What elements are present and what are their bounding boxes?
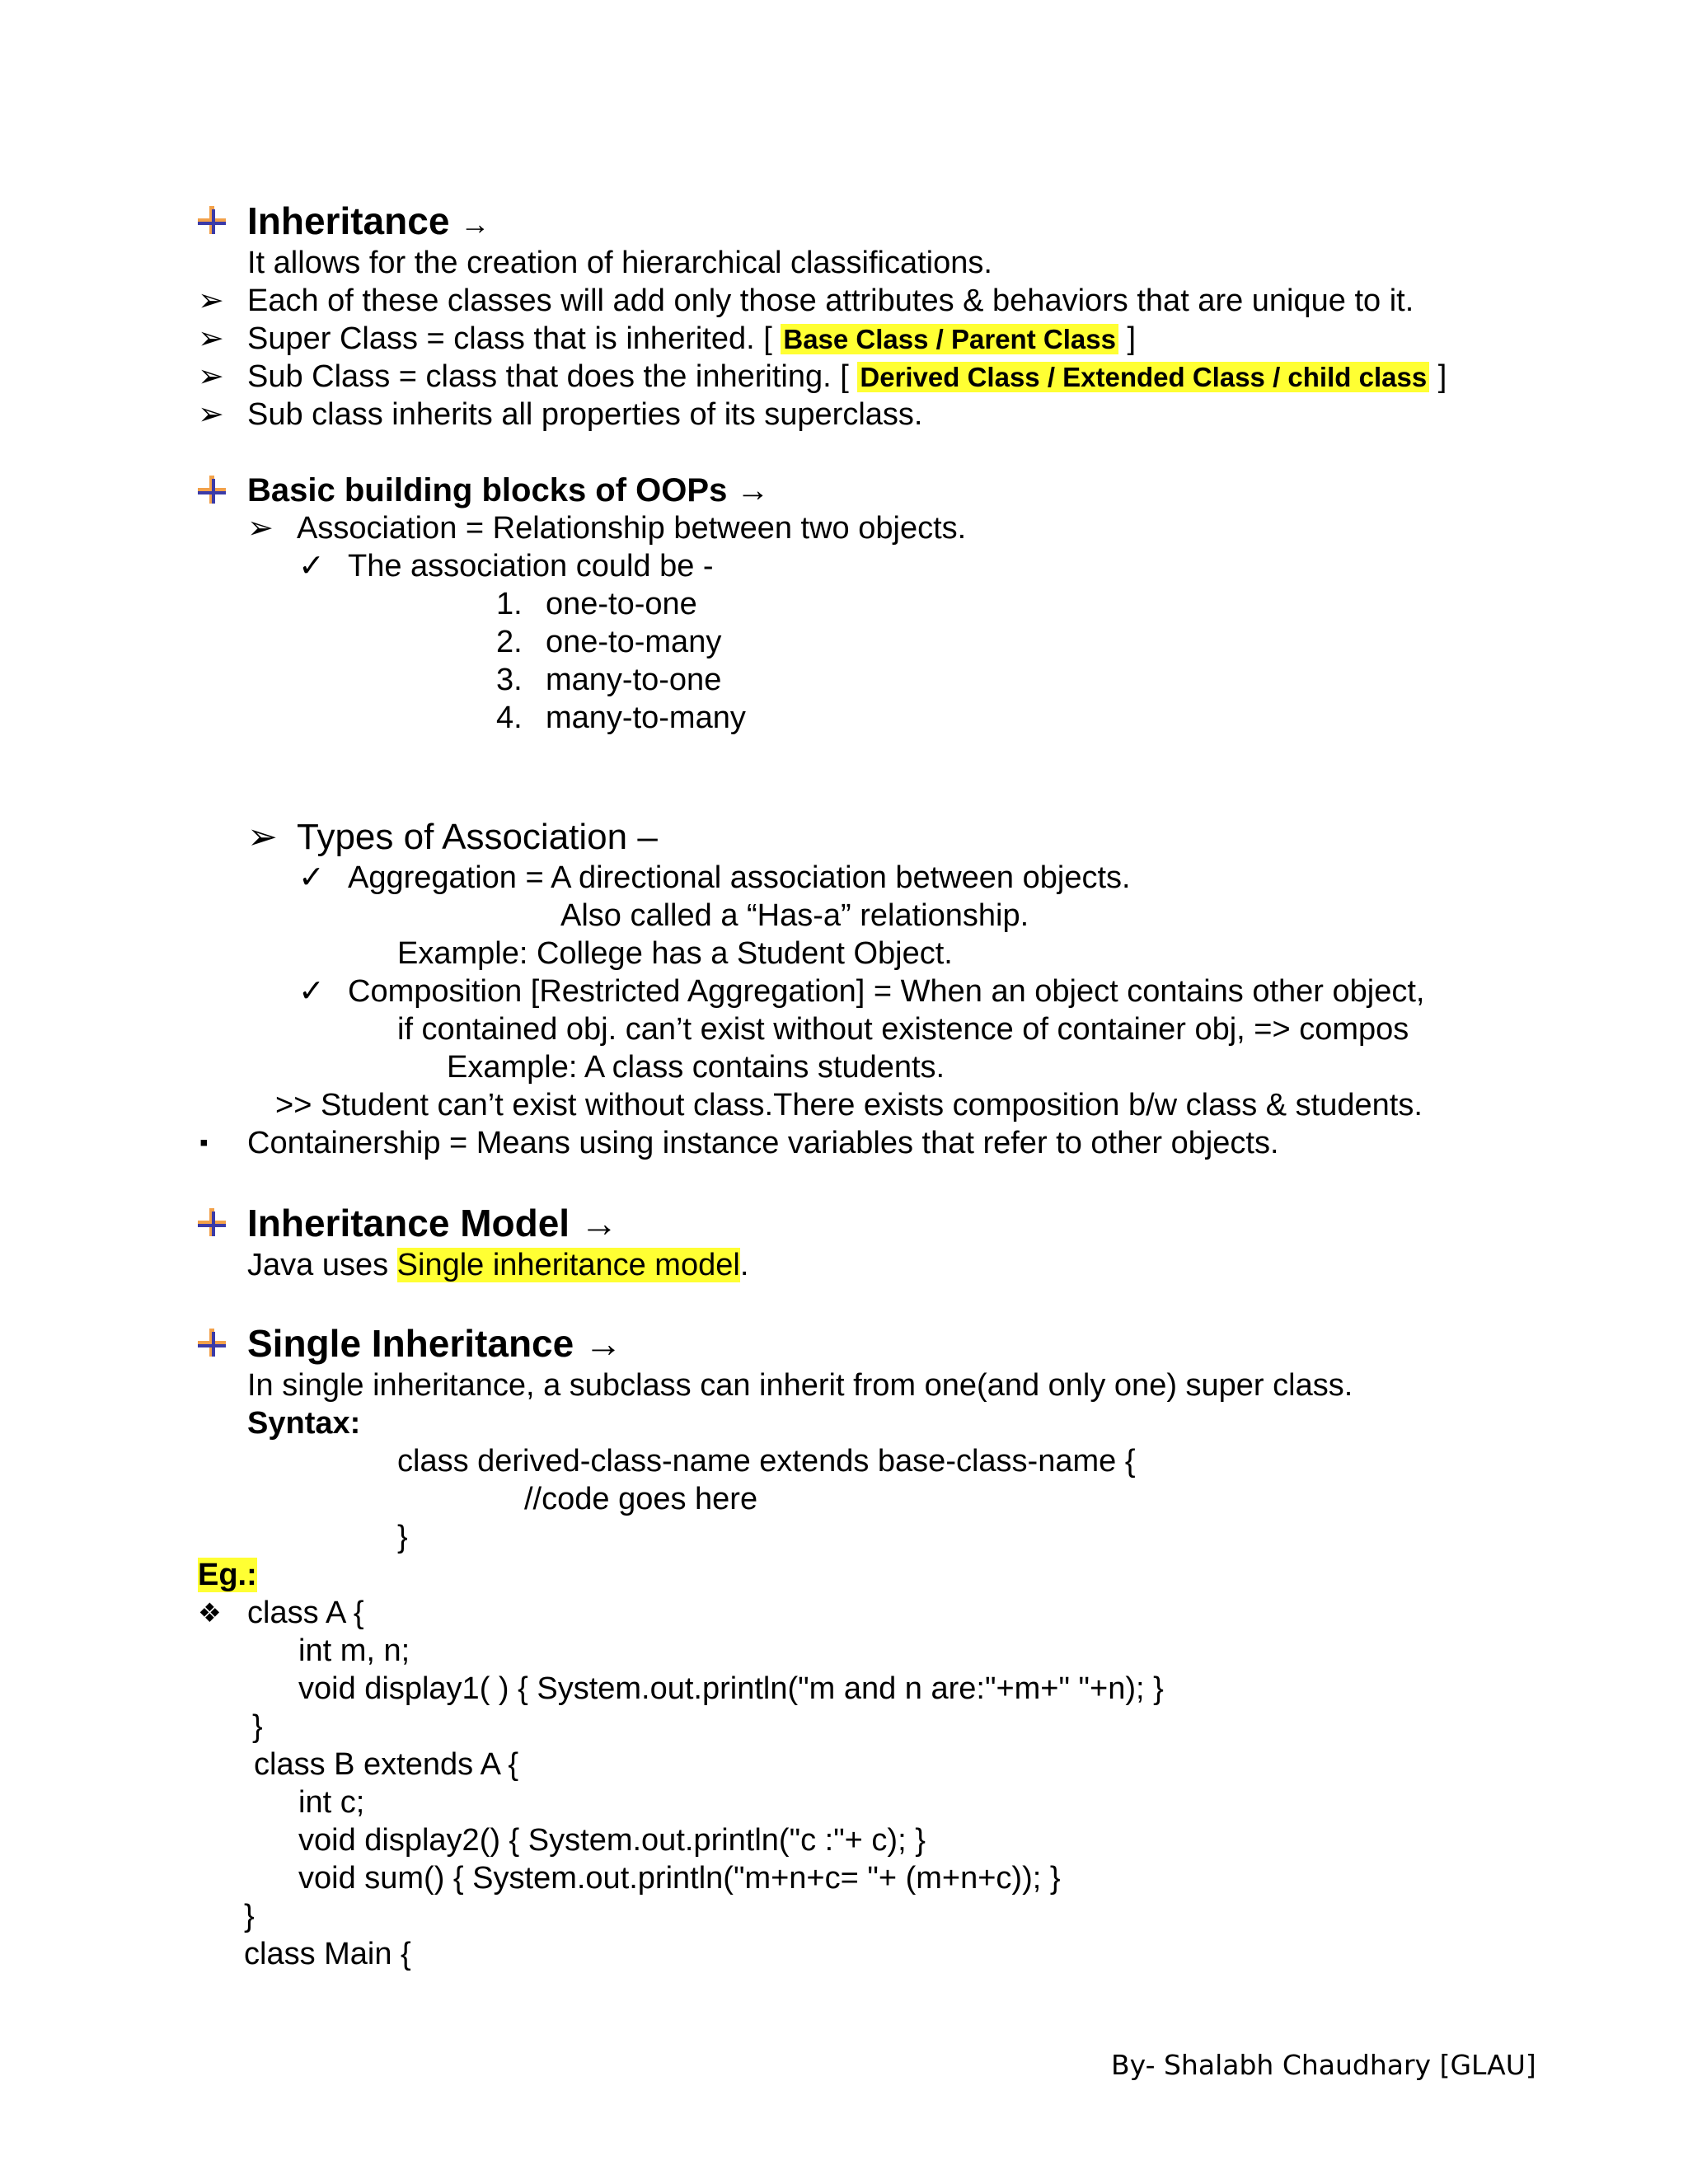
- inheritance-bullet-2: Super Class = class that is inherited. [ Base Class / Parent Class ]: [247, 321, 1137, 356]
- check-icon: ✓: [298, 860, 325, 895]
- aggregation-example: Example: College has a Student Object.: [397, 936, 953, 971]
- highlight-single-inheritance: Single inheritance model: [396, 1248, 740, 1282]
- list-number: 1.: [496, 587, 523, 621]
- arrow-bullet-icon: ➢: [198, 397, 224, 432]
- code-line: class A {: [247, 1596, 364, 1630]
- arrow-bullet-icon: ➢: [198, 284, 224, 318]
- list-number: 2.: [496, 625, 523, 659]
- containership-def: Containership = Means using instance variables that refer to other objects.: [247, 1126, 1279, 1160]
- check-icon: ✓: [298, 974, 325, 1009]
- code-line: int c;: [298, 1785, 365, 1820]
- page-footer: By- Shalabh Chaudhary [GLAU]: [1111, 2049, 1536, 2081]
- list-item: one-to-many: [546, 625, 722, 659]
- plus-bullet-icon: [198, 206, 226, 234]
- syntax-line-1: class derived-class-name extends base-class-name {: [397, 1444, 1136, 1479]
- syntax-line-3: }: [397, 1520, 408, 1554]
- plus-bullet-icon: [198, 476, 226, 504]
- arrow-bullet-icon: ➢: [198, 359, 224, 394]
- types-of-association: Types of Association –: [297, 817, 658, 857]
- aggregation-has-a: Also called a “Has-a” relationship.: [560, 898, 1029, 933]
- code-line: class B extends A {: [254, 1747, 519, 1782]
- list-item: many-to-one: [546, 663, 722, 697]
- association-def: Association = Relationship between two objects.: [297, 511, 967, 546]
- composition-detail: if contained obj. can’t exist without existence of container obj, => compos: [397, 1012, 1409, 1047]
- inheritance-model-text: Java uses Single inheritance model.: [247, 1248, 749, 1282]
- inheritance-bullet-1: Each of these classes will add only those attributes & behaviors that are unique to it.: [247, 284, 1414, 318]
- inheritance-intro: It allows for the creation of hierarchical classifications.: [247, 246, 992, 280]
- heading-building-blocks: Basic building blocks of OOPs →: [247, 472, 770, 509]
- inheritance-bullet-4: Sub class inherits all properties of its superclass.: [247, 397, 923, 432]
- square-bullet-icon: ▪: [199, 1129, 209, 1156]
- composition-example: Example: A class contains students.: [447, 1050, 945, 1085]
- composition-note: >> Student can’t exist without class.There exists composition b/w class & students.: [275, 1088, 1423, 1122]
- code-line: void sum() { System.out.println("m+n+c= "+ (m+n+c)); }: [298, 1861, 1061, 1896]
- list-number: 3.: [496, 663, 523, 697]
- example-label: Eg.:: [198, 1558, 257, 1592]
- syntax-label: Syntax:: [247, 1406, 361, 1441]
- heading-inheritance: Inheritance →: [247, 199, 490, 242]
- aggregation-def: Aggregation = A directional association between objects.: [348, 860, 1131, 895]
- check-icon: ✓: [298, 549, 325, 583]
- code-line: void display1( ) { System.out.println("m and n are:"+m+" "+n); }: [298, 1671, 1164, 1706]
- composition-def: Composition [Restricted Aggregation] = When an object contains other object,: [348, 974, 1425, 1009]
- code-line: }: [252, 1709, 263, 1744]
- heading-single-inheritance: Single Inheritance →: [247, 1322, 622, 1365]
- arrow-bullet-icon: ➢: [198, 321, 224, 356]
- code-line: }: [244, 1899, 255, 1933]
- plus-bullet-icon: [198, 1208, 226, 1236]
- inheritance-bullet-3: Sub Class = class that does the inheriting. [ Derived Class / Extended Class / child class ]: [247, 359, 1447, 394]
- highlight-derived-class: Derived Class / Extended Class / child class: [857, 362, 1429, 392]
- association-could-be: The association could be -: [348, 549, 714, 583]
- arrow-bullet-icon: ➢: [247, 511, 274, 546]
- plus-bullet-icon: [198, 1329, 226, 1357]
- code-line: int m, n;: [298, 1633, 410, 1668]
- list-item: many-to-many: [546, 701, 746, 735]
- list-number: 4.: [496, 701, 523, 735]
- highlight-base-class: Base Class / Parent Class: [781, 324, 1118, 354]
- code-line: class Main {: [244, 1937, 411, 1971]
- code-line: void display2() { System.out.println("c :"+ c); }: [298, 1823, 926, 1858]
- syntax-line-2: //code goes here: [524, 1482, 758, 1516]
- heading-inheritance-model: Inheritance Model →: [247, 1202, 618, 1244]
- single-inheritance-desc: In single inheritance, a subclass can inherit from one(and only one) super class.: [247, 1368, 1353, 1403]
- arrow-bullet-icon: ➢: [247, 817, 278, 857]
- list-item: one-to-one: [546, 587, 697, 621]
- diamond-bullet-icon: ❖: [198, 1598, 222, 1628]
